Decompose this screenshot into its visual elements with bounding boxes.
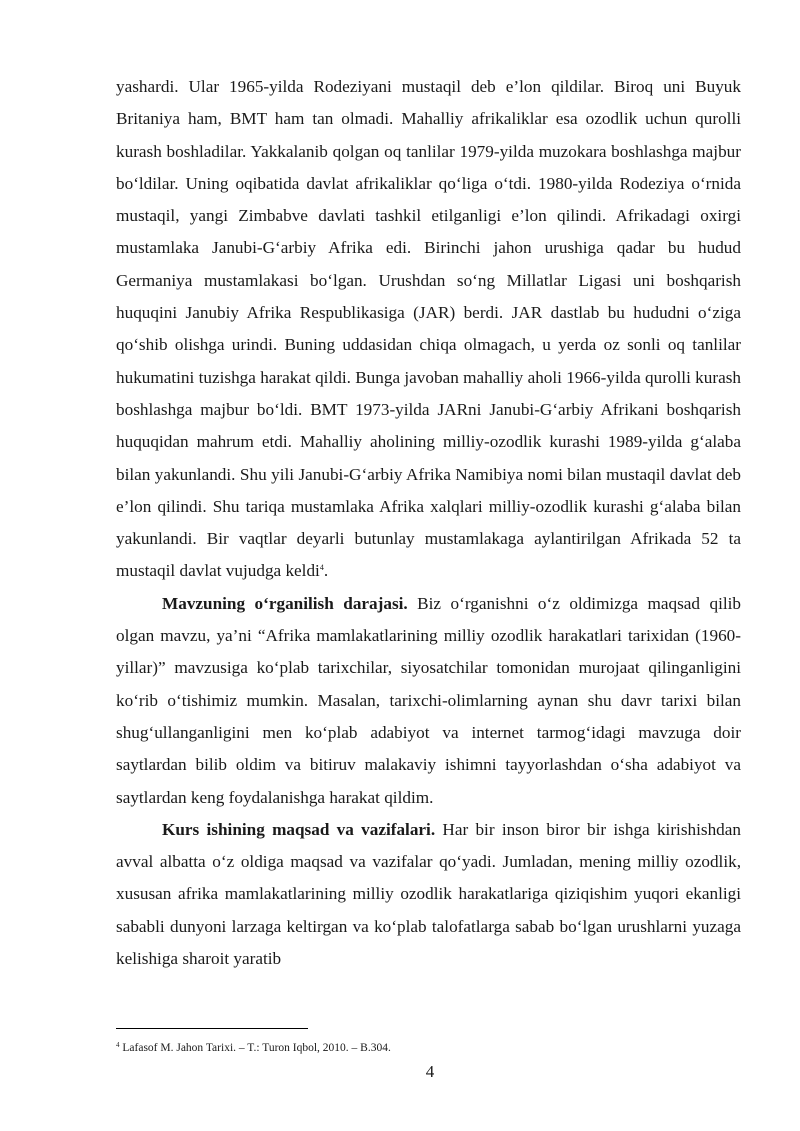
footnote-number: 4	[116, 1041, 120, 1049]
page-body	[116, 71, 741, 975]
footnote	[116, 1041, 391, 1055]
paragraph-goals-tasks	[116, 814, 741, 975]
section-heading-goals-tasks: Kurs ishining maqsad va vazifalari.	[162, 819, 436, 839]
paragraph-history-rhodesia-namibia	[116, 71, 741, 588]
paragraph-text: Har bir inson biror bir ishga kirishishdan avval albatta oʻz oldiga maqsad va vazifalar qoʻyadi. Jumladan, mening milliy ozodlik, xususan afrika mamlakatlarining milliy ozodlik harakatlariga qiziqishim yuqori ekanligi sababli dunyoni larzaga keltirgan va koʻplab talofatlarga sabab boʻlgan urushlarni yuzaga kelishiga sharoit yaratib	[116, 819, 741, 969]
paragraph-text: Biz oʻrganishni oʻz oldimizga maqsad qilib olgan mavzu, ya’ni “Afrika mamlakatlarining milliy ozodlik harakatlari tarixidan (1960-yillar)” mavzusiga koʻplab tarixchilar, siyosatchilar tomonidan murojaat qilinganligini koʻrib oʻtishimiz mumkin. Masalan, tarixchi-olimlarning aynan shu davr tarixi bilan shugʻullanganligini men koʻplab adabiyot va internet tarmogʻidagi mavzuga doir saytlardan bilib oldim va bitiruv malakaviy ishimni tayyorlashdan oʻsha adabiyot va saytlardan keng foydalanishga harakat qildim.	[116, 593, 741, 807]
footnote-reference[interactable]: 4	[319, 563, 324, 573]
footnote-divider	[116, 1028, 308, 1029]
paragraph-text: yashardi. Ular 1965-yilda Rodeziyani mustaqil deb e’lon qildilar. Biroq uni Buyuk Britaniya ham, BMT ham tan olmadi. Mahalliy afrikaliklar esa ozodlik uchun qurolli kurash boshladilar. Yakkalanib qolgan oq tanlilar 1979-yilda muzokara boshlashga majbur boʻldilar. Uning oqibatida davlat afrikaliklar qoʻliga oʻtdi. 1980-yilda Rodeziya oʻrnida mustaqil, yangi Zimbabve davlati tashkil etilganligi e’lon qilindi. Afrikadagi oxirgi mustamlaka Janubi-Gʻarbiy Afrika edi. Birinchi jahon urushiga qadar bu hudud Germaniya mustamlakasi boʻlgan. Urushdan soʻng Millatlar Ligasi uni boshqarish huquqini Janubiy Afrika Respublikasiga (JAR) berdi. JAR dastlab bu hududni oʻziga qoʻshib olishga urindi. Buning uddasidan chiqa olmagach, u yerda oz sonli oq tanlilar hukumatini tuzishga harakat qildi. Bunga javoban mahalliy aholi 1966-yilda qurolli kurash boshlashga majbur boʻldi. BMT 1973-yilda JARni Janubi-Gʻarbiy Afrikani boshqarish huquqidan mahrum etdi. Mahalliy aholining milliy-ozodlik kurashi 1989-yilda gʻalaba bilan yakunlandi. Shu yili Janubi-Gʻarbiy Afrika Namibiya nomi bilan mustaqil davlat deb e’lon qilindi. Shu tariqa mustamlaka Afrika xalqlari milliy-ozodlik kurashi gʻalaba bilan yakunlandi. Bir vaqtlar deyarli butunlay mustamlakaga aylantirilgan Afrikada 52 ta mustaqil davlat vujudga keldi	[116, 77, 741, 581]
paragraph-tail: .	[323, 561, 329, 581]
footnote-text: Lafasof M. Jahon Tarixi. – T.: Turon Iqbol, 2010. – B.304.	[119, 1042, 391, 1054]
page-number: 4	[425, 1062, 435, 1081]
paragraph-study-level	[116, 588, 741, 814]
section-heading-study-level: Mavzuning oʻrganilish darajasi.	[162, 593, 408, 613]
